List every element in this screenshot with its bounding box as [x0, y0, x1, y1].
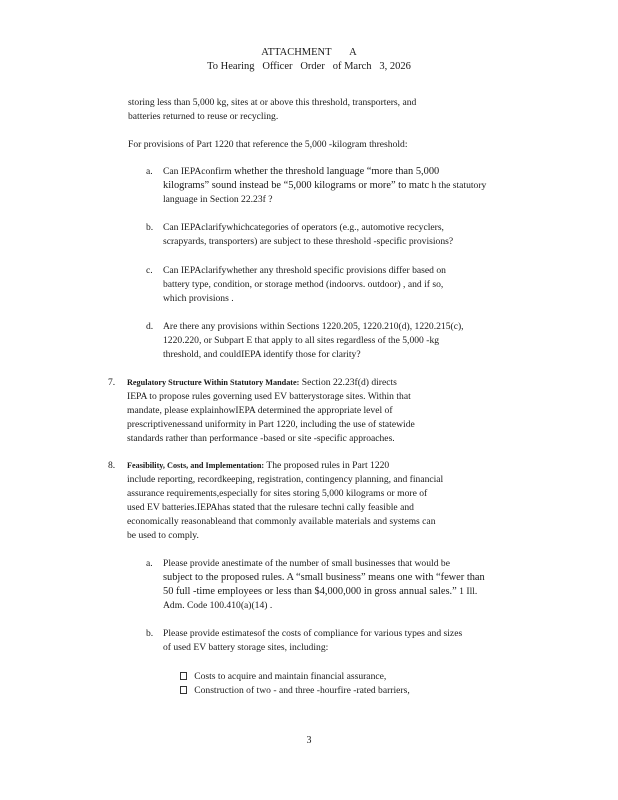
order-subtitle: To Hearing Officer Order of March 3, 2026 [207, 61, 411, 72]
list-item: Construction of two - and three -hourfire -rated barriers, [180, 684, 410, 698]
part-1220-lead: For provisions of Part 1220 that reference the 5,000 -kilogram threshold: [128, 139, 408, 150]
box-bullet-icon [180, 672, 187, 680]
subitem-d-marker: d. [146, 321, 154, 332]
item-8-number: 8. [108, 460, 116, 471]
subitem-8b-marker: b. [146, 628, 154, 639]
item-7-heading: Regulatory Structure Within Statutory Mandate: [127, 378, 300, 387]
subitem-8a: Please provide anestimate of the number of small businesses that would be subject to the proposed rules. A “small business” means one with “fewer than 50 full -time employees or less than $4,000,000 in gross annual sales.” 1 Ill. Adm. Code 100.410(a)(14) . [163, 558, 485, 611]
subitem-a: Can IEPAconfirm whether the threshold language “more than 5,000 kilograms” sound instead be “5,000 kilograms or more” to matc h the statutory language in Section 22.23f ? [163, 166, 487, 205]
subitem-b: Can IEPAclarifywhichcategories of operators (e.g., automotive recyclers, scrapyards, transporters) are subject to these threshold -specific provisions? [163, 222, 454, 247]
page-number: 3 [306, 735, 312, 746]
subitem-a-marker: a. [146, 166, 153, 177]
subitem-8b: Please provide estimatesof the costs of compliance for various types and sizes of used EV battery storage sites, including: [163, 628, 463, 653]
subitem-c-marker: c. [146, 265, 153, 276]
item-7-paragraph: Regulatory Structure Within Statutory Mandate: Section 22.23f(d) directs IEPA to propose rules governing used EV batterystorage sites. Within that mandate, please explainhowIEPA determined the appropriate level of prescriptivenessand uniformity in Part 1220, including the use of statewide standards rather than performance -based or site -specific approaches. [127, 377, 415, 444]
subitem-d: Are there any provisions within Sections 1220.205, 1220.210(d), 1220.215(c), 1220.220, or Subpart E that apply to all sites regardless of the 5,000 -kg threshold, and couldIEPA identify those for clarity? [163, 321, 464, 360]
subitem-8a-marker: a. [146, 558, 153, 569]
intro-paragraph: storing less than 5,000 kg, sites at or above this threshold, transporters, and batteries returned to reuse or recycling. [128, 97, 417, 122]
list-item: Costs to acquire and maintain financial assurance, [180, 670, 410, 684]
box-bullet-icon [180, 686, 187, 694]
item-7-number: 7. [108, 377, 116, 388]
subitem-b-marker: b. [146, 222, 154, 233]
item-8-paragraph: Feasibility, Costs, and Implementation: The proposed rules in Part 1220 include reporting, recordkeeping, registration, contingency planning, and financial assurance requirements,especially for sites storing 5,000 kilograms or more of used EV batteries.IEPAhas stated that the rulesare techni cally feasible and economically reasonableand that commonly available materials and systems can be used to comply. [127, 460, 444, 541]
bullet-list [180, 670, 410, 698]
item-8-heading: Feasibility, Costs, and Implementation: [127, 461, 265, 470]
attachment-title: ATTACHMENT A [261, 47, 357, 58]
subitem-c: Can IEPAclarifywhether any threshold specific provisions differ based on battery type, condition, or storage method (indoorvs. outdoor) , and if so, which provisions . [163, 265, 446, 304]
